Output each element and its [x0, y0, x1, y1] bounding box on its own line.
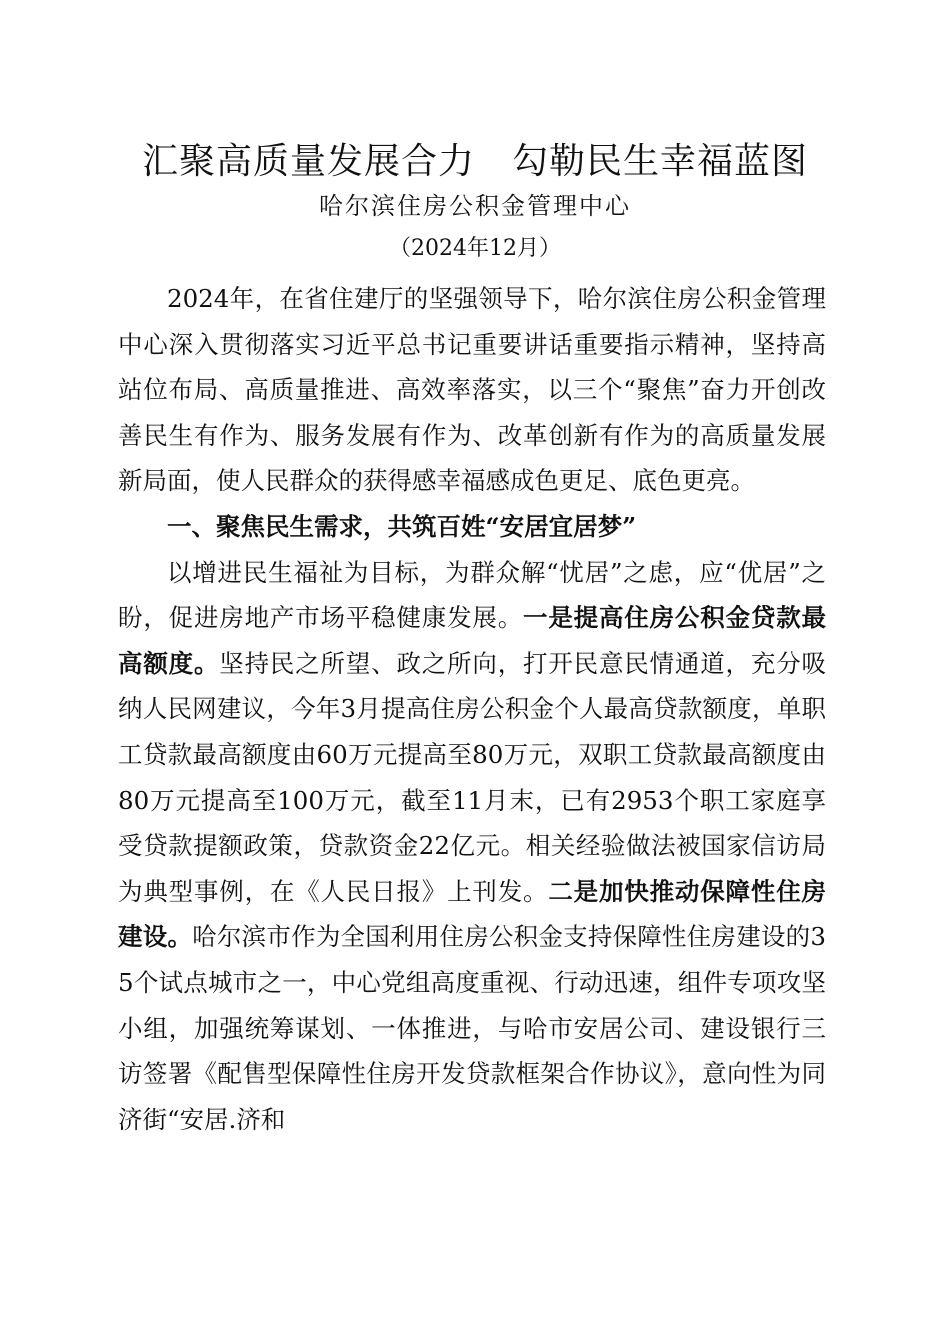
document-body	[118, 276, 826, 1142]
document-organization: 哈尔滨住房公积金管理中心	[319, 192, 631, 220]
point-title: 一是提高住房公积金贷款最高额度。	[118, 603, 827, 678]
point-title: 二是加快推动保障性住房建设。	[118, 876, 827, 952]
section-paragraph	[118, 550, 826, 1143]
point-text: 坚持民之所望、政之所向，打开民意民情通道，充分吸纳人民网建议，今年3月提高住房公积金个人最高贷款额度，单职工贷款最高额度由60万元提高至80万元，双职工贷款最高额度由80万元提高至100万元，截至11月末，已有2953个职工家庭享受贷款提额政策，贷款资金22亿元。相关经验做法被国家信访局为典型事例，在《人民日报》上刊发。	[118, 648, 827, 906]
document-date: （2024年12月）	[389, 236, 561, 261]
section-heading: 一、聚焦民生需求，共筑百姓“安居宜居梦”	[167, 511, 637, 541]
point-text: 哈尔滨市作为全国利用住房公积金支持保障性住房建设的35个试点城市之一，中心党组高度重视、行动迅速，组件专项攻坚小组，加强统筹谋划、一体推进，与哈市安居公司、建设银行三访签署《配售型保障性住房开发贷款框架合作协议》，意向性为同济街“安居.济和	[118, 922, 826, 1134]
intro-paragraph: 2024年，在省住建厅的坚强领导下，哈尔滨住房公积金管理中心深入贯彻落实习近平总书记重要讲话重要指示精神，坚持高站位布局、高质量推进、高效率落实，以三个“聚焦”奋力开创改善民生有作为、服务发展有作为、改革创新有作为的高质量发展新局面，使人民群众的获得感幸福感成色更足、底色更亮。	[118, 284, 826, 496]
section-lead: 以增进民生福祉为目标，为群众解“忧居”之虑，应“优居”之盼，促进房地产市场平稳健康发展。	[118, 557, 826, 633]
document-title: 汇聚高质量发展合力 勾勒民生幸福蓝图	[141, 141, 808, 182]
